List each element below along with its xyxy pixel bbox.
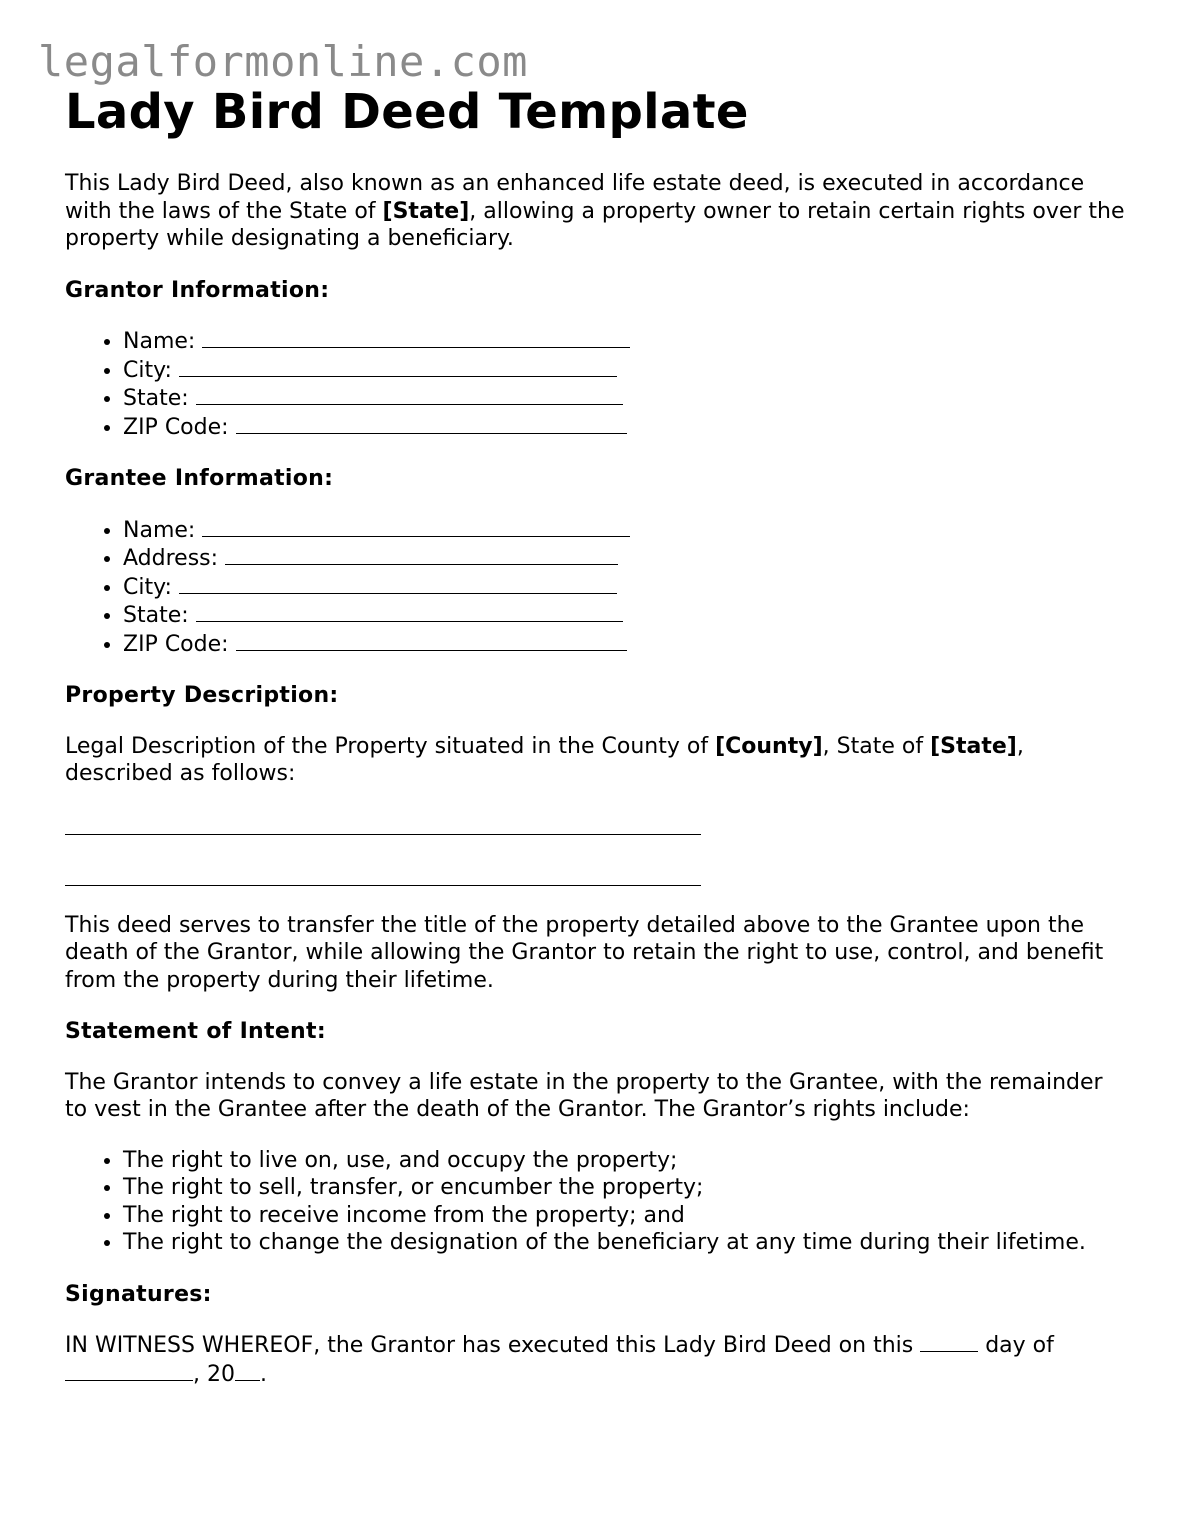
property-heading: Property Description: xyxy=(65,683,339,708)
state-placeholder: [State] xyxy=(930,733,1017,759)
blank-line[interactable] xyxy=(236,413,627,434)
intro-paragraph: This Lady Bird Deed, also known as an enhanced life estate deed, is executed in accordance with the laws of the State of [State], allowing a property owner to retain certain rights over the property while designating a beneficiary. xyxy=(65,171,1125,251)
blank-line[interactable] xyxy=(179,356,617,377)
blank-line[interactable] xyxy=(225,544,618,565)
grantor-name-field[interactable]: • Name: xyxy=(123,327,1125,356)
grantee-heading: Grantee Information: xyxy=(65,466,334,491)
grantor-fields xyxy=(65,327,1125,441)
transfer-paragraph: This deed serves to transfer the title of the property detailed above to the Grantee upon the death of the Grantor, while allowing the Grantor to retain the right to use, control, and benefit from the property during their lifetime. xyxy=(65,912,1104,993)
grantor-zip-field[interactable]: • ZIP Code: xyxy=(123,413,1125,442)
grantor-rights-list xyxy=(65,1147,1125,1257)
year-blank[interactable] xyxy=(235,1360,260,1381)
watermark: legalformonline.com xyxy=(38,37,528,86)
blank-line[interactable] xyxy=(196,384,623,405)
blank-line[interactable] xyxy=(202,327,630,348)
list-item: • The right to sell, transfer, or encumber the property; xyxy=(123,1174,1125,1202)
document-title: Lady Bird Deed Template xyxy=(65,84,749,140)
grantee-name-field[interactable]: • Name: xyxy=(123,516,1125,545)
county-placeholder: [County] xyxy=(715,733,823,759)
grantor-state-field[interactable]: • State: xyxy=(123,384,1125,413)
blank-line[interactable] xyxy=(196,601,623,622)
grantee-address-field[interactable]: • Address: xyxy=(123,544,1125,573)
blank-line[interactable] xyxy=(202,516,630,537)
list-item: • The right to live on, use, and occupy the property; xyxy=(123,1147,1125,1175)
grantor-heading: Grantor Information: xyxy=(65,277,330,303)
list-item: • The right to change the designation of the beneficiary at any time during their lifetime. xyxy=(123,1229,1125,1257)
grantor-city-field[interactable]: • City: xyxy=(123,356,1125,385)
blank-line[interactable] xyxy=(236,630,627,651)
grantee-city-field[interactable]: • City: xyxy=(123,573,1125,602)
grantee-state-field[interactable]: • State: xyxy=(123,601,1125,630)
legal-description-line-2[interactable] xyxy=(65,861,1125,889)
property-description: Legal Description of the Property situated in the County of [County], State of [State], described as follows: xyxy=(65,733,1024,786)
state-placeholder: [State] xyxy=(382,198,470,224)
blank-line[interactable] xyxy=(179,573,617,594)
intent-paragraph: The Grantor intends to convey a life estate in the property to the Grantee, with the remainder to vest in the Grantee after the death of the Grantor. The Grantor’s rights include: xyxy=(65,1069,1103,1122)
witness-paragraph: IN WITNESS WHEREOF, the Grantor has executed this Lady Bird Deed on this day of , 20 . xyxy=(65,1333,1054,1387)
intent-heading: Statement of Intent: xyxy=(65,1019,326,1044)
list-item: • The right to receive income from the property; and xyxy=(123,1202,1125,1230)
signatures-heading: Signatures: xyxy=(65,1281,212,1307)
legal-description-line-1[interactable] xyxy=(65,811,1125,839)
grantee-zip-field[interactable]: • ZIP Code: xyxy=(123,630,1125,659)
grantee-fields xyxy=(65,516,1125,659)
document-page xyxy=(65,84,1125,1388)
day-blank[interactable] xyxy=(920,1331,978,1352)
month-blank[interactable] xyxy=(65,1360,193,1381)
